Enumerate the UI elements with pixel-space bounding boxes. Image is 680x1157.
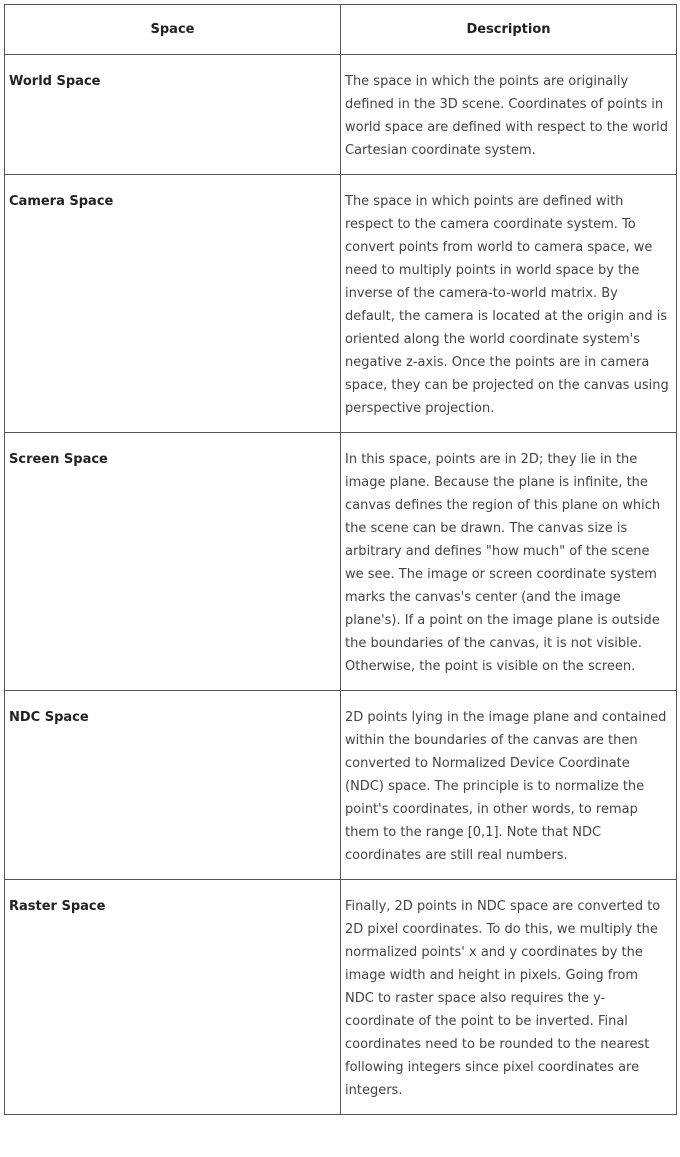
- row-space-name: Raster Space: [5, 880, 341, 1115]
- table-row: [5, 433, 677, 691]
- spaces-table-container: [4, 4, 676, 1115]
- row-space-description: The space in which the points are originally defined in the 3D scene. Coordinates of points in world space are defined with respect to the world Cartesian coordinate system.: [341, 55, 677, 175]
- row-space-name: World Space: [5, 55, 341, 175]
- table-row: [5, 691, 677, 880]
- row-space-description: Finally, 2D points in NDC space are converted to 2D pixel coordinates. To do this, we multiply the normalized points' x and y coordinates by the image width and height in pixels. Going from NDC to raster space also requires the y-coordinate of the point to be inverted. Final coordinates need to be rounded to the nearest following integers since pixel coordinates are integers.: [341, 880, 677, 1115]
- table-row: [5, 55, 677, 175]
- row-space-name: Screen Space: [5, 433, 341, 691]
- row-space-description: In this space, points are in 2D; they lie in the image plane. Because the plane is infinite, the canvas defines the region of this plane on which the scene can be drawn. The canvas size is arbitrary and defines "how much" of the scene we see. The image or screen coordinate system marks the canvas's center (and the image plane's). If a point on the image plane is outside the boundaries of the canvas, it is not visible. Otherwise, the point is visible on the screen.: [341, 433, 677, 691]
- row-space-description: The space in which points are defined with respect to the camera coordinate system. To convert points from world to camera space, we need to multiply points in world space by the inverse of the camera-to-world matrix. By default, the camera is located at the origin and is oriented along the world coordinate system's negative z-axis. Once the points are in camera space, they can be projected on the canvas using perspective projection.: [341, 175, 677, 433]
- table-row: [5, 880, 677, 1115]
- row-space-description: 2D points lying in the image plane and contained within the boundaries of the canvas are then converted to Normalized Device Coordinate (NDC) space. The principle is to normalize the point's coordinates, in other words, to remap them to the range [0,1]. Note that NDC coordinates are still real numbers.: [341, 691, 677, 880]
- spaces-table: [4, 4, 677, 1115]
- header-description: Description: [341, 5, 677, 55]
- row-space-name: NDC Space: [5, 691, 341, 880]
- table-header-row: [5, 5, 677, 55]
- header-space: Space: [5, 5, 341, 55]
- row-space-name: Camera Space: [5, 175, 341, 433]
- table-row: [5, 175, 677, 433]
